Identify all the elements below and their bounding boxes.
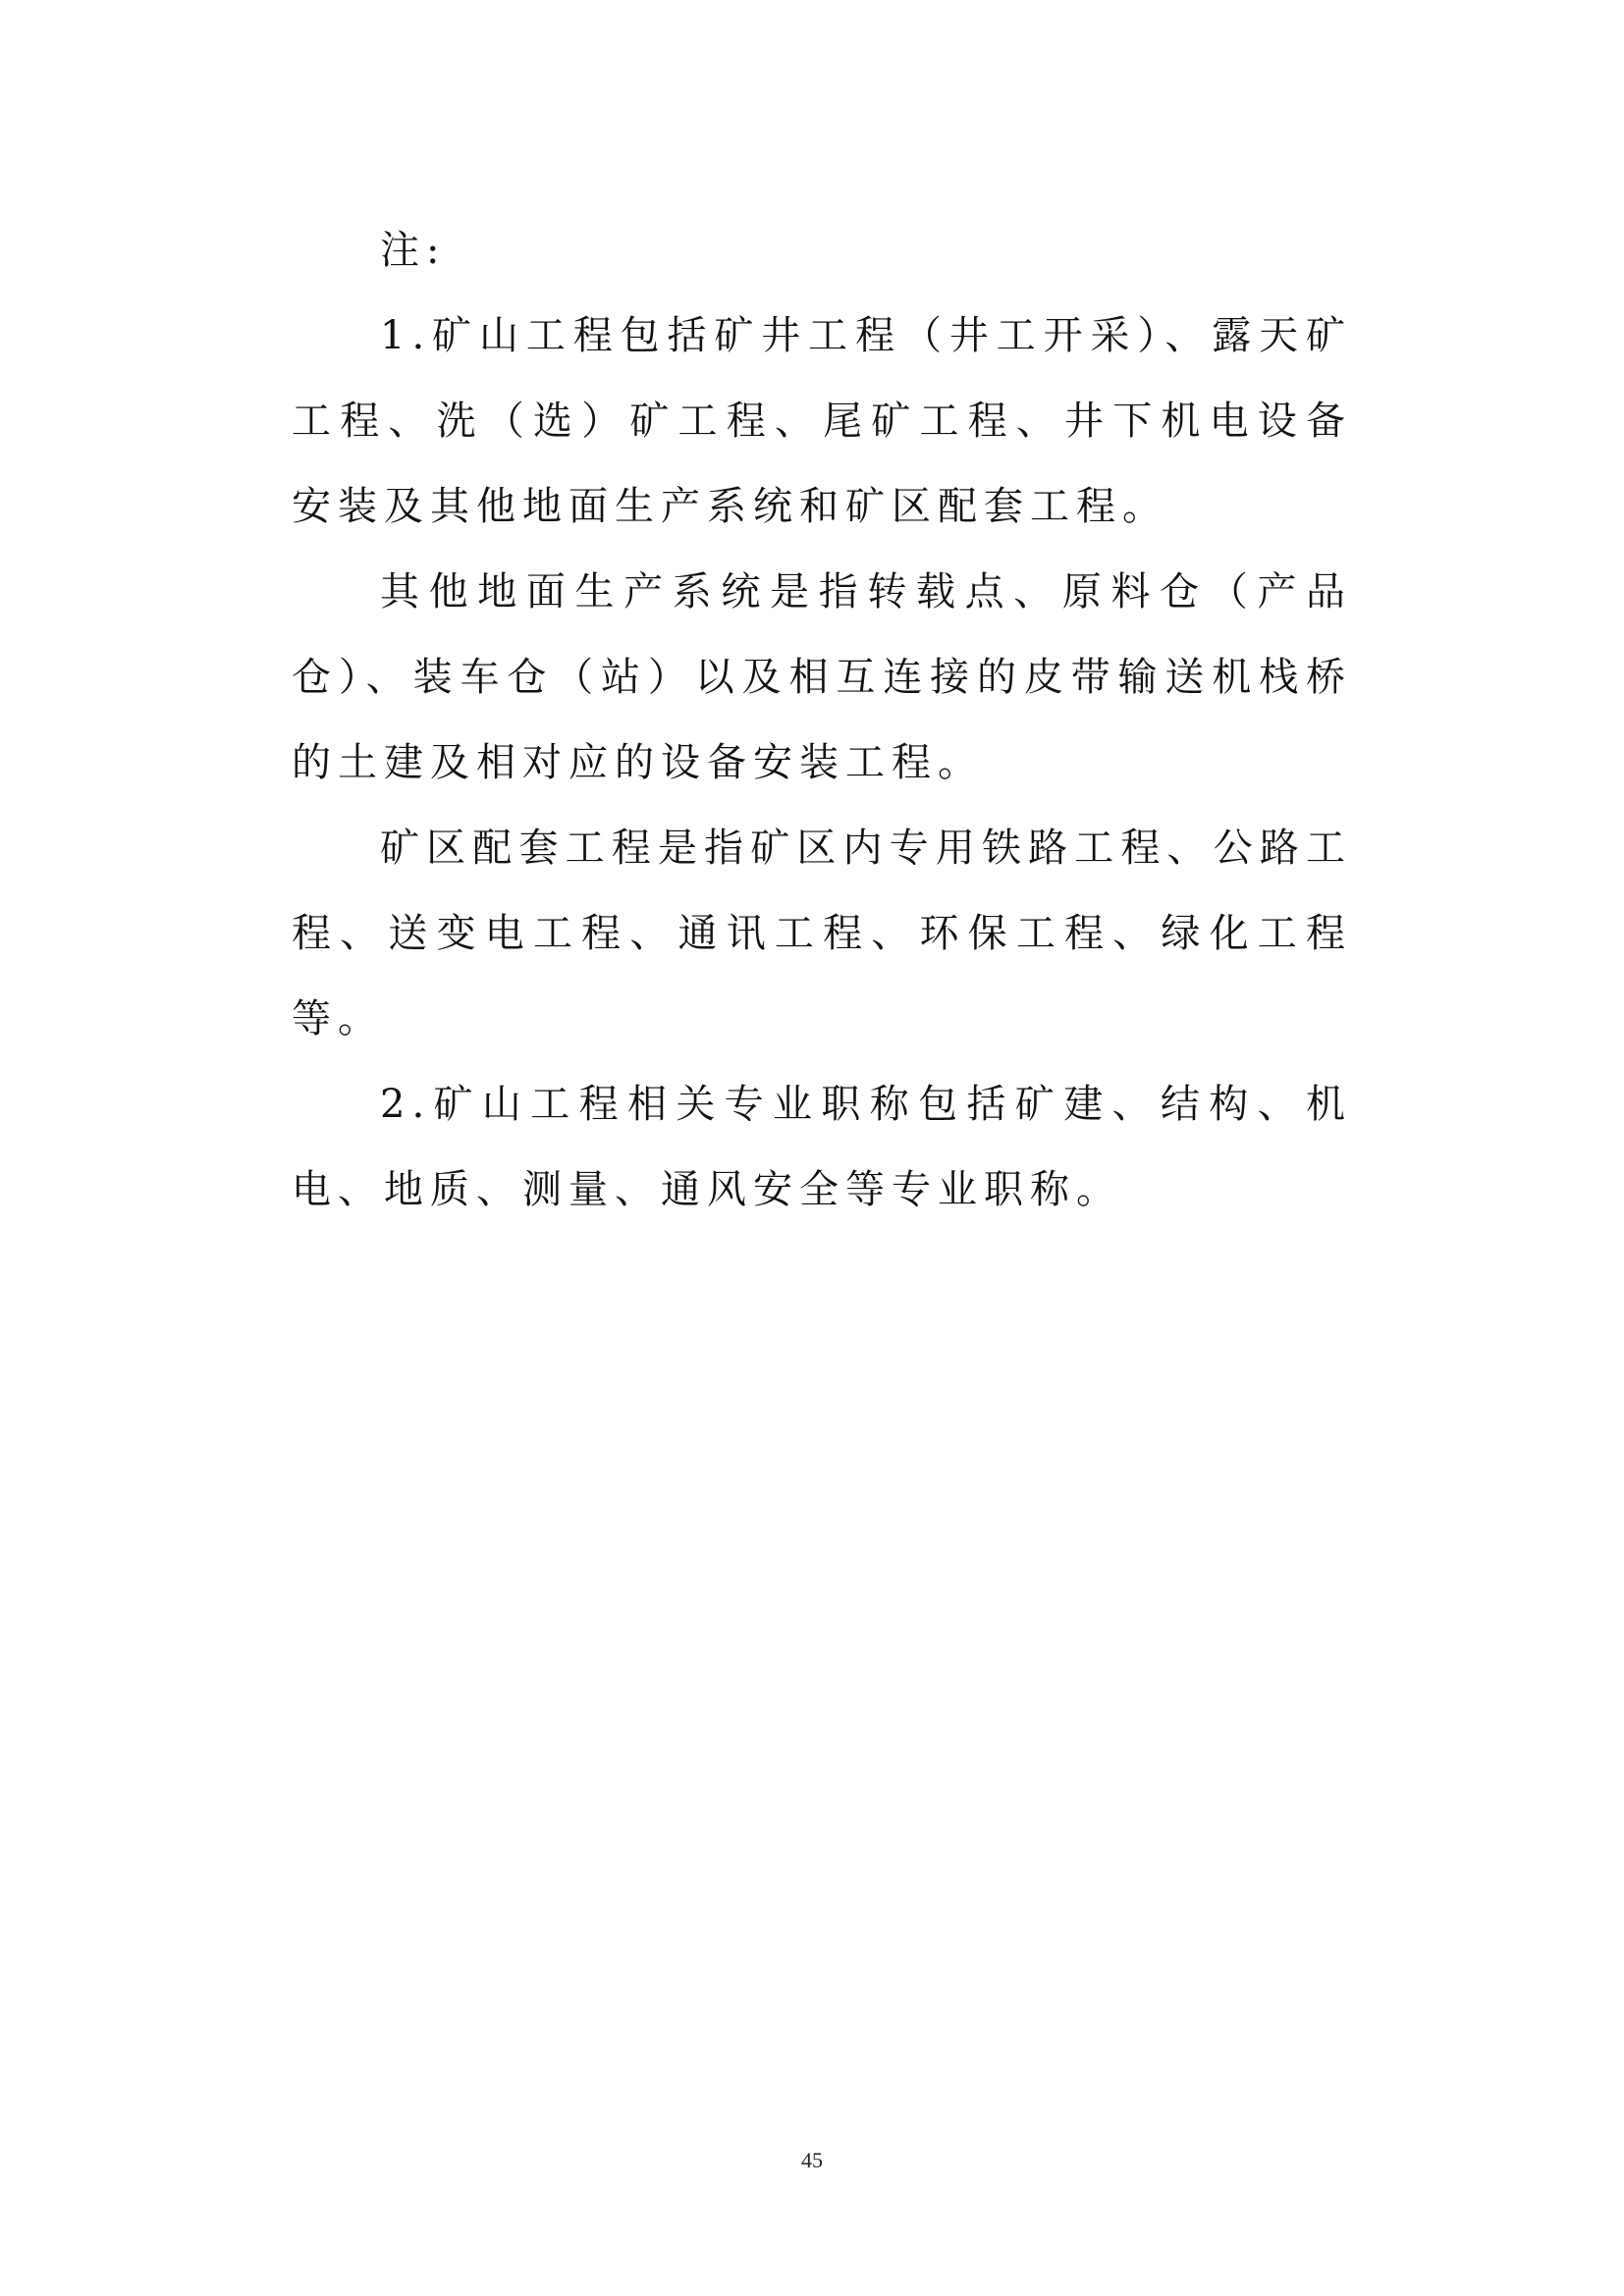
note-other-ground-systems: 其他地面生产系统是指转载点、原料仓（产品仓）、装车仓（站）以及相互连接的皮带输送机栈桥的土建及相对应的设备安装工程。 (292, 569, 1352, 785)
note-1-mining-scope: 1.矿山工程包括矿井工程（井工开采）、露天矿工程、洗（选）矿工程、尾矿工程、井下机电设备安装及其他地面生产系统和矿区配套工程。 (292, 313, 1352, 529)
note-supporting-projects: 矿区配套工程是指矿区内专用铁路工程、公路工程、送变电工程、通讯工程、环保工程、绿化工程等。 (292, 826, 1352, 1041)
notes-heading: 注: (380, 228, 447, 273)
notes-body (292, 208, 1352, 1233)
page-number: 45 (801, 2148, 823, 2172)
note-2-professional-titles: 2.矿山工程相关专业职称包括矿建、结构、机电、地质、测量、通风安全等专业职称。 (292, 1082, 1352, 1212)
